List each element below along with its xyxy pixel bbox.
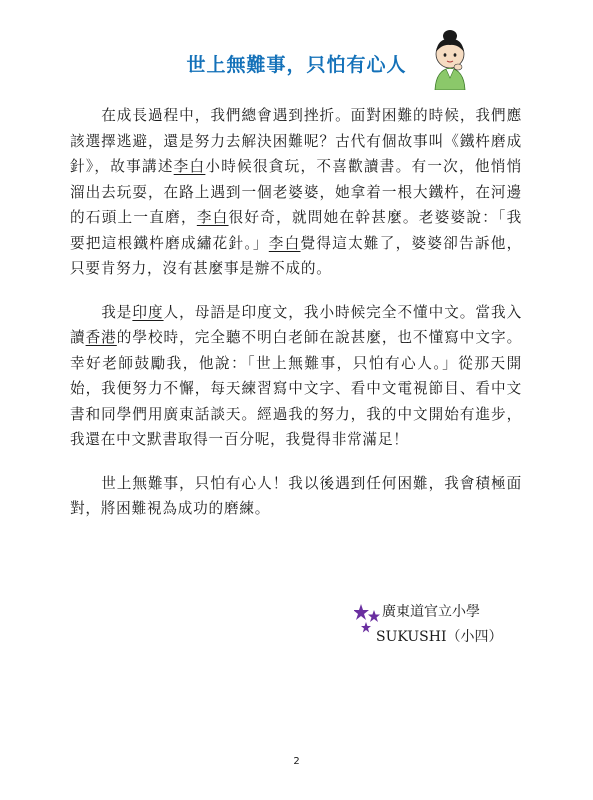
school-name: 廣東道官立小學 [382, 604, 480, 620]
paragraph-text: 很好奇，就問她在幹甚麼。老婆婆說：「我要把這根鐵杵磨成繡花針。」 [70, 209, 522, 252]
paragraph-text: 我是 [101, 303, 133, 321]
paragraph-text: 在成長過程中，我們總會遇到挫折。面對困難的時候，我們應該選擇逃避，還是努力去解決困難呢？古代有個故事叫《鐵杵磨成針》，故事講述 [70, 107, 522, 175]
stars-icon [354, 602, 382, 638]
proper-noun: 李白 [268, 234, 301, 252]
paragraph-text: 人，母語是印度文，我小時候完全不懂中文。當我入讀 [70, 303, 522, 346]
paragraph [70, 300, 522, 453]
essay-body [70, 103, 522, 540]
proper-noun: 李白 [173, 158, 206, 175]
paragraph-text: 小時候很貪玩，不喜歡讀書。有一次，他悄悄溜出去玩耍，在路上遇到一個老婆婆，她拿着一根大鐵杵，在河邊的石頭上一直磨， [70, 158, 522, 226]
page-title [0, 50, 593, 77]
paragraph [70, 103, 522, 282]
child-cartoon-icon [426, 30, 474, 90]
paragraph [70, 471, 522, 522]
proper-noun: 香港 [85, 329, 117, 346]
paragraph-text: 世上無難事，只怕有心人！我以後遇到任何困難，我會積極面對，將困難視為成功的磨練。 [70, 474, 522, 517]
proper-noun: 印度 [132, 303, 164, 321]
paragraph-text: 的學校時，完全聽不明白老師在說甚麼，也不懂寫中文字。幸好老師鼓勵我，他說：「世上無難事，只怕有心人。」從那天開始，我便努力不懈，每天練習寫中文字、看中文電視節目、看中文書和同學們用廣東話談天。經過我的努力，我的中文開始有進步，我還在中文默書取得一百分呢，我覺得非常滿足！ [70, 329, 522, 448]
signature-block [368, 600, 502, 650]
page-number: 2 [293, 756, 300, 767]
proper-noun: 李白 [196, 209, 229, 226]
student-name: SUKUSHI（小四） [376, 629, 503, 645]
paragraph-text: 覺得這太難了，婆婆卻告訴他，只要肯努力，沒有甚麼事是辦不成的。 [70, 234, 522, 277]
title-text: 世上無難事，只怕有心人 [186, 54, 407, 76]
